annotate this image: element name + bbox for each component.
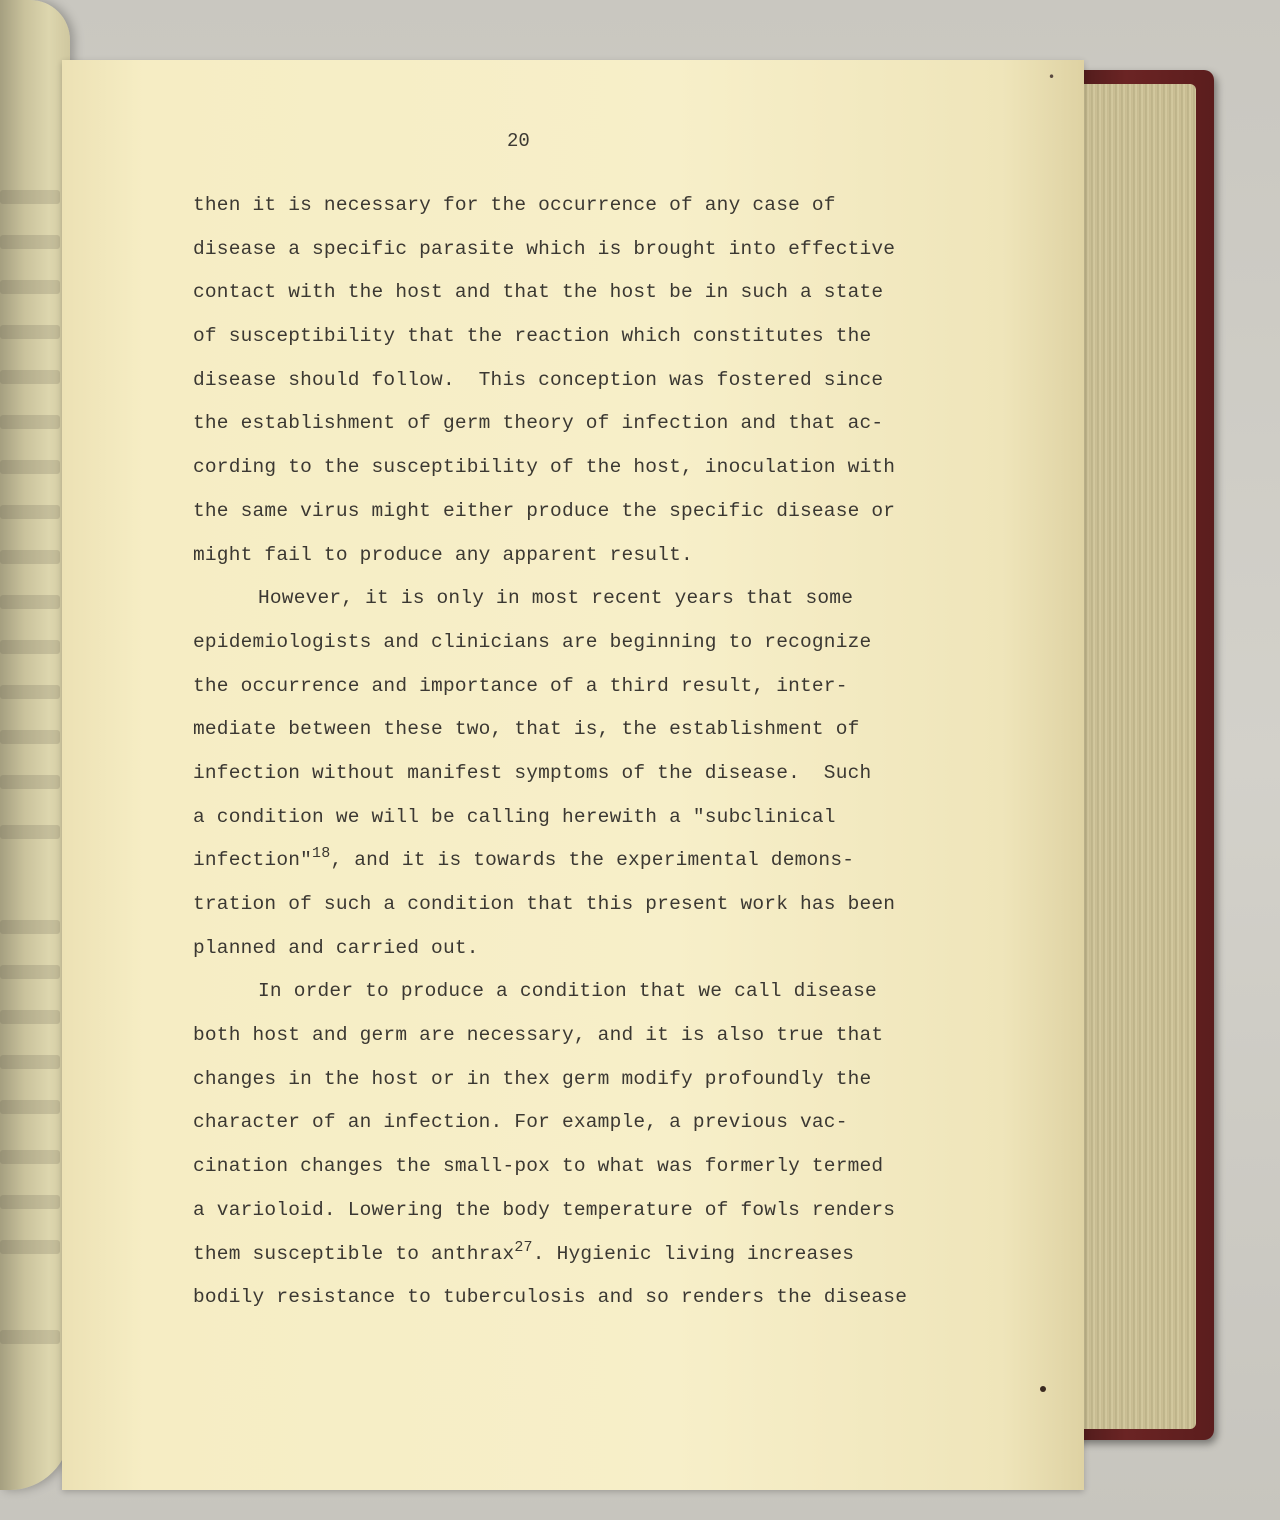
text-line bbox=[193, 1151, 993, 1195]
line-text: of susceptibility that the reaction which constitutes the bbox=[193, 325, 872, 348]
line-text: the occurrence and importance of a third result, inter- bbox=[193, 674, 848, 697]
body-text bbox=[193, 190, 993, 1326]
line-text: a varioloid. Lowering the body temperature of fowls renders bbox=[193, 1198, 896, 1221]
text-line bbox=[193, 758, 993, 802]
line-text: the establishment of germ theory of infection and that ac- bbox=[193, 412, 884, 435]
text-line bbox=[193, 1282, 993, 1326]
text-line bbox=[193, 190, 993, 234]
footnote-ref: 27 bbox=[514, 1238, 533, 1256]
text-line bbox=[193, 1239, 993, 1283]
line-text: epidemiologists and clinicians are beginning to recognize bbox=[193, 630, 872, 653]
text-line bbox=[193, 321, 993, 365]
text-line bbox=[193, 540, 993, 584]
line-text: In order to produce a condition that we call disease bbox=[258, 980, 877, 1003]
line-text: However, it is only in most recent years that some bbox=[258, 587, 854, 610]
text-line bbox=[193, 452, 993, 496]
line-text: infection without manifest symptoms of the disease. Such bbox=[193, 761, 872, 784]
line-text: infection" bbox=[193, 849, 313, 872]
line-text: might fail to produce any apparent result. bbox=[193, 543, 693, 566]
text-line bbox=[193, 889, 993, 933]
line-text: contact with the host and that the host be in such a state bbox=[193, 281, 884, 304]
line-text: cination changes the small-pox to what was formerly termed bbox=[193, 1155, 884, 1178]
text-line bbox=[193, 408, 993, 452]
line-text: a condition we will be calling herewith a "subclinical bbox=[193, 805, 836, 828]
text-line bbox=[193, 802, 993, 846]
corner-mark: • bbox=[1048, 70, 1056, 84]
text-line bbox=[193, 277, 993, 321]
line-text: disease a specific parasite which is brought into effective bbox=[193, 237, 896, 260]
line-text-continued: . Hygienic living increases bbox=[532, 1242, 855, 1265]
text-line bbox=[193, 714, 993, 758]
footnote-ref: 18 bbox=[312, 845, 331, 863]
line-text: bodily resistance to tuberculosis and so renders the disease bbox=[193, 1286, 908, 1309]
line-text: tration of such a condition that this present work has been bbox=[193, 893, 896, 915]
text-line bbox=[193, 1064, 993, 1108]
line-text: changes in the host or in thex germ modify profoundly the bbox=[193, 1067, 872, 1090]
text-line bbox=[193, 1195, 993, 1239]
text-line bbox=[193, 1020, 993, 1064]
text-line bbox=[193, 365, 993, 409]
line-text: then it is necessary for the occurrence of any case of bbox=[193, 194, 836, 216]
ink-dot bbox=[1040, 1386, 1046, 1392]
text-line bbox=[193, 583, 993, 627]
text-line bbox=[193, 496, 993, 540]
text-line bbox=[193, 976, 993, 1020]
text-line bbox=[193, 671, 993, 715]
page-block-edge bbox=[1078, 84, 1196, 1429]
previous-page-edge bbox=[0, 0, 70, 1490]
line-text: them susceptible to anthrax bbox=[193, 1242, 515, 1265]
line-text: cording to the susceptibility of the host, inoculation with bbox=[193, 456, 896, 479]
line-text: character of an infection. For example, a previous vac- bbox=[193, 1111, 848, 1134]
line-text-continued: , and it is towards the experimental demons- bbox=[330, 849, 855, 872]
line-text: the same virus might either produce the specific disease or bbox=[193, 499, 896, 522]
line-text: disease should follow. This conception was fostered since bbox=[193, 368, 884, 391]
line-text: mediate between these two, that is, the establishment of bbox=[193, 718, 860, 741]
line-text: planned and carried out. bbox=[193, 936, 479, 959]
text-line bbox=[193, 1107, 993, 1151]
page-number: 20 bbox=[507, 130, 530, 152]
text-line bbox=[193, 845, 993, 889]
text-line bbox=[193, 627, 993, 671]
text-line bbox=[193, 234, 993, 278]
line-text: both host and germ are necessary, and it is also true that bbox=[193, 1024, 884, 1047]
text-line bbox=[193, 933, 993, 977]
